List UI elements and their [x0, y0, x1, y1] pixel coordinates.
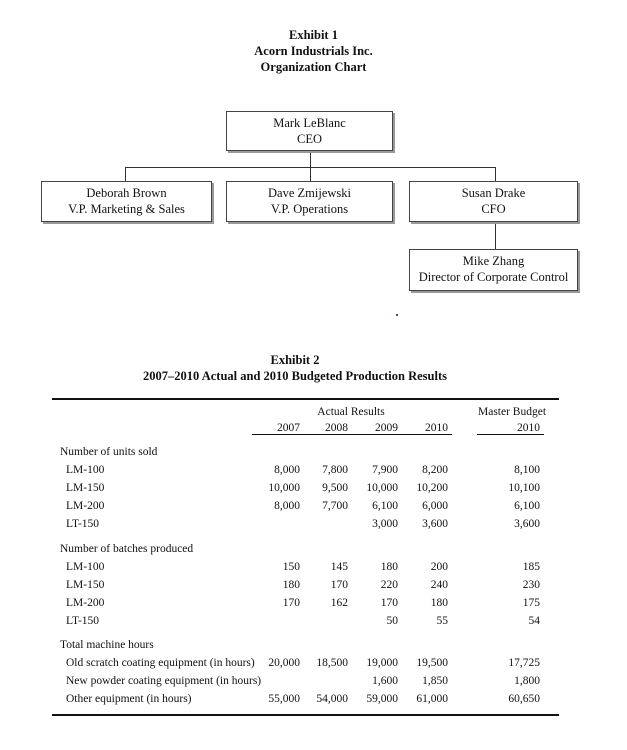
cell-budget: 175 [522, 597, 540, 609]
row-label: LT-150 [66, 615, 100, 627]
actual-header-underline [252, 434, 452, 435]
exhibit1-heading [0, 27, 627, 75]
ceo-name: Mark LeBlanc [273, 116, 346, 130]
row-label: LM-100 [66, 464, 105, 476]
connector-marketing [125, 167, 126, 182]
vp-operations-title: V.P. Operations [270, 202, 349, 216]
exhibit2-number: Exhibit 2 [270, 353, 320, 367]
cell-2009: 170 [380, 597, 398, 609]
row-label: LM-100 [66, 561, 105, 573]
connector-operations [310, 167, 311, 182]
cell-2010: 61,000 [416, 693, 448, 705]
vp-operations-name: Dave Zmijewski [268, 186, 351, 200]
budget-header-underline [477, 434, 544, 435]
row-label: LM-200 [66, 597, 105, 609]
cell-2010: 1,850 [422, 675, 448, 687]
org-box-vp-marketing [41, 181, 212, 222]
connector-ceo [310, 150, 311, 168]
cell-2009: 220 [380, 579, 398, 591]
cell-2009: 1,600 [372, 675, 398, 687]
cell-budget: 10,100 [508, 482, 540, 494]
table-bottom-rule [52, 714, 559, 716]
cell-2007: 8,000 [274, 464, 300, 476]
cell-2009: 6,100 [372, 500, 398, 512]
cell-2007: 10,000 [268, 482, 300, 494]
cell-2010: 6,000 [422, 500, 448, 512]
cell-2010: 3,600 [422, 518, 448, 530]
cell-2010: 10,200 [416, 482, 448, 494]
cell-2009: 10,000 [366, 482, 398, 494]
cell-budget: 230 [522, 579, 540, 591]
cell-2010: 55 [436, 615, 448, 627]
year-header-2010: 2010 [425, 422, 448, 434]
cell-2008: 162 [330, 597, 348, 609]
row-label: LM-150 [66, 579, 105, 591]
cell-2007: 8,000 [274, 500, 300, 512]
exhibit1-company: Acorn Industrials Inc. [254, 44, 373, 58]
year-header-2007: 2007 [277, 422, 300, 434]
controller-name: Mike Zhang [462, 254, 525, 268]
exhibit2-title: 2007–2010 Actual and 2010 Budgeted Production Results [143, 369, 447, 383]
cell-2010: 180 [430, 597, 448, 609]
cell-2007: 150 [282, 561, 300, 573]
cell-2008: 9,500 [322, 482, 348, 494]
cell-2008: 54,000 [316, 693, 348, 705]
cell-2008: 7,700 [322, 500, 348, 512]
cell-2007: 180 [282, 579, 300, 591]
cell-2010: 200 [430, 561, 448, 573]
section-heading: Number of batches produced [60, 543, 194, 555]
row-label: LM-150 [66, 482, 105, 494]
cell-2009: 59,000 [366, 693, 398, 705]
org-box-cfo [409, 181, 578, 222]
cell-2009: 7,900 [372, 464, 398, 476]
section-heading: Number of units sold [60, 446, 158, 458]
vp-marketing-title: V.P. Marketing & Sales [68, 202, 185, 216]
cell-2009: 19,000 [366, 657, 398, 669]
cell-budget: 60,650 [508, 693, 540, 705]
ceo-title: CEO [297, 132, 322, 146]
cell-2007: 20,000 [268, 657, 300, 669]
cell-budget: 6,100 [514, 500, 540, 512]
cell-budget: 8,100 [514, 464, 540, 476]
cell-2009: 180 [380, 561, 398, 573]
cell-2010: 19,500 [416, 657, 448, 669]
cell-2007: 55,000 [268, 693, 300, 705]
cell-budget: 185 [522, 561, 540, 573]
vp-marketing-name: Deborah Brown [86, 186, 167, 200]
org-box-vp-operations [226, 181, 393, 222]
cell-2009: 3,000 [372, 518, 398, 530]
exhibit2-heading [0, 352, 590, 384]
cell-2009: 50 [386, 615, 398, 627]
controller-title: Director of Corporate Control [418, 270, 569, 284]
exhibit1-title: Organization Chart [260, 60, 367, 74]
cell-budget: 54 [528, 615, 540, 627]
row-label: New powder coating equipment (in hours) [66, 675, 262, 687]
section-heading: Total machine hours [60, 639, 154, 651]
row-label: LT-150 [66, 518, 100, 530]
connector-cfo [495, 167, 496, 182]
org-box-ceo [226, 111, 393, 151]
cfo-title: CFO [481, 202, 506, 216]
cell-2008: 18,500 [316, 657, 348, 669]
cell-2010: 8,200 [422, 464, 448, 476]
exhibit1-number: Exhibit 1 [289, 28, 338, 42]
connector-controller [495, 222, 496, 249]
cell-2007: 170 [282, 597, 300, 609]
table-top-rule [52, 398, 559, 400]
year-header-2009: 2009 [375, 422, 398, 434]
cfo-name: Susan Drake [461, 186, 526, 200]
row-label: LM-200 [66, 500, 105, 512]
row-label: Other equipment (in hours) [66, 693, 192, 705]
cell-2008: 145 [330, 561, 348, 573]
row-label: Old scratch coating equipment (in hours) [66, 657, 255, 669]
budget-year-header: 2010 [517, 422, 540, 434]
org-box-controller [409, 249, 578, 291]
actual-results-header: Actual Results [317, 406, 385, 418]
master-budget-header: Master Budget [477, 406, 547, 418]
stray-dot [396, 314, 398, 316]
cell-budget: 3,600 [514, 518, 540, 530]
cell-2010: 240 [430, 579, 448, 591]
cell-budget: 1,800 [514, 675, 540, 687]
cell-2008: 170 [330, 579, 348, 591]
cell-2008: 7,800 [322, 464, 348, 476]
year-header-2008: 2008 [325, 422, 348, 434]
cell-budget: 17,725 [508, 657, 540, 669]
